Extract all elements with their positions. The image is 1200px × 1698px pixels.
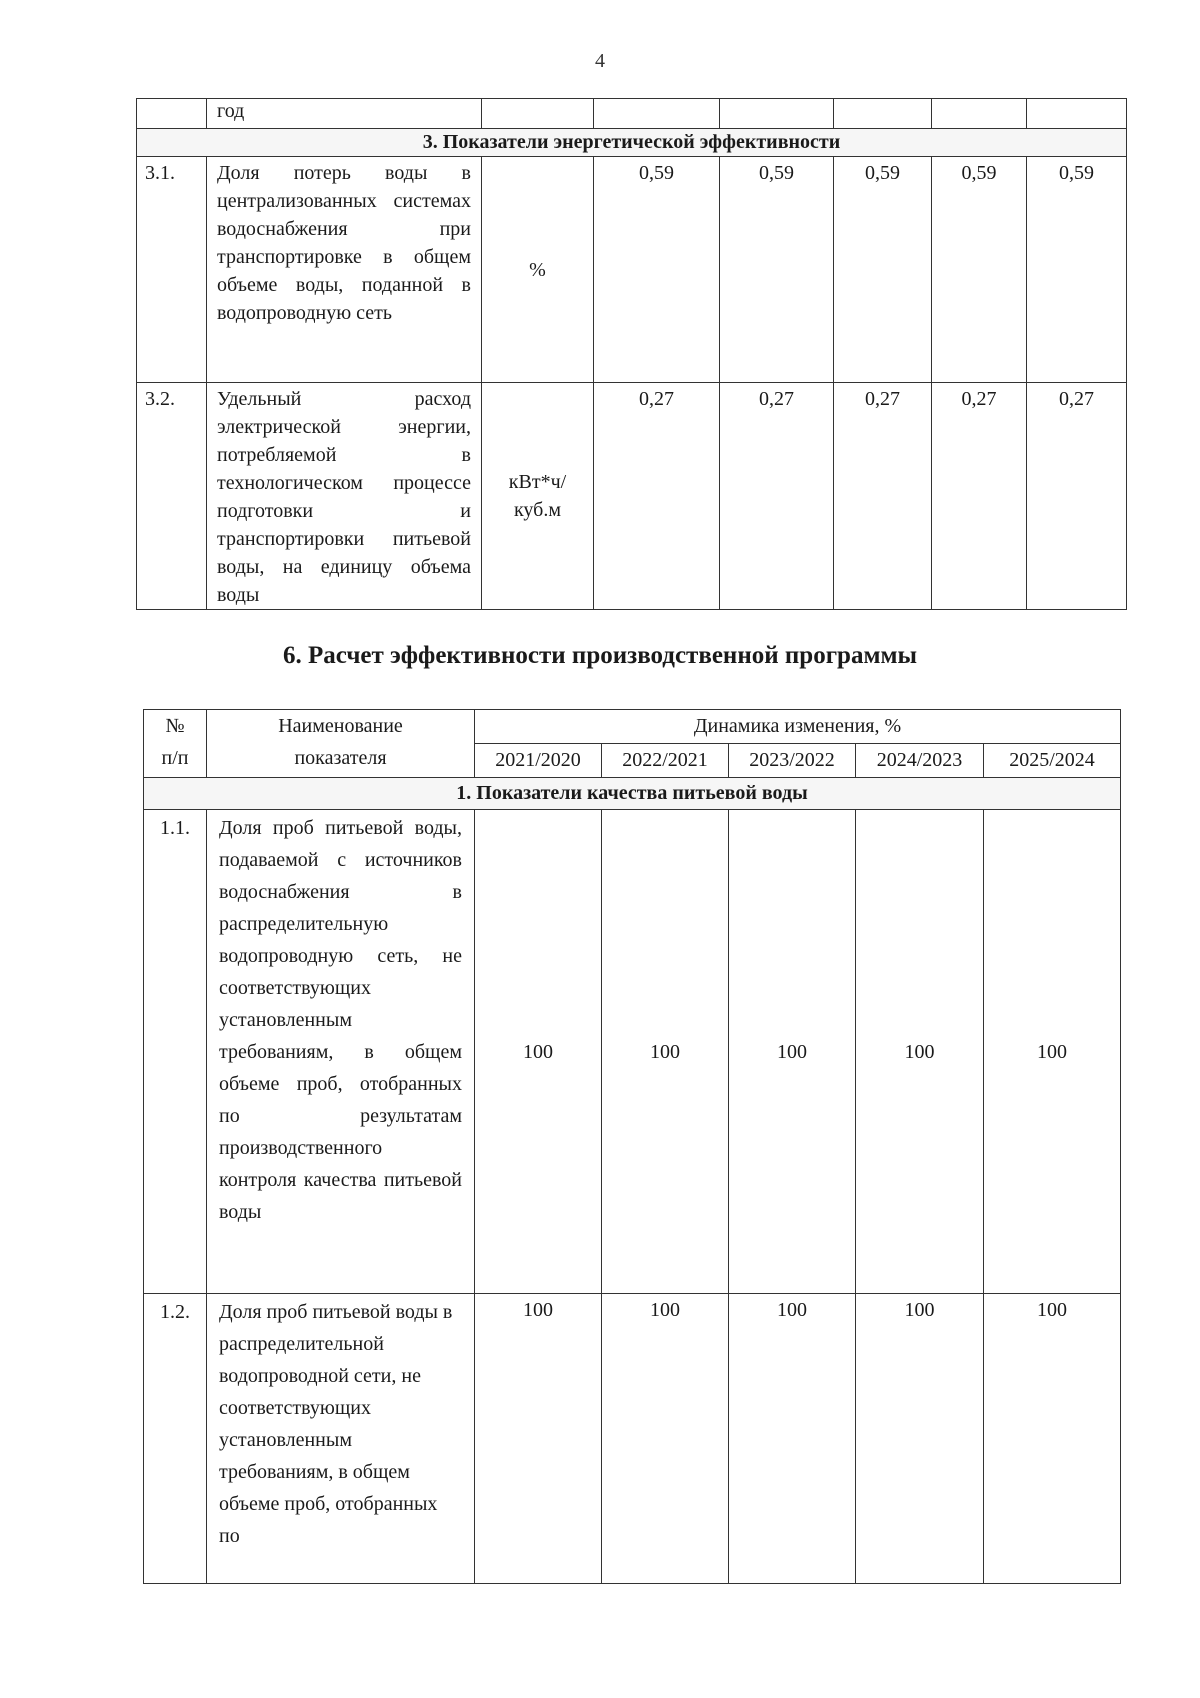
row-number: 1.1.: [144, 810, 207, 1294]
column-header-year: 2025/2024: [984, 744, 1121, 778]
carry-over-row: [137, 99, 1127, 129]
section-row: [144, 778, 1121, 810]
column-header-year: 2024/2023: [856, 744, 984, 778]
header-row: [144, 710, 1121, 744]
table-row: [144, 1294, 1121, 1584]
section-heading: 6. Расчет эффективности производственной программы: [282, 642, 918, 669]
indicator-name: Доля потерь воды в централизованных системах водоснабжения при транспортировке в общем объеме воды, поданной в водопроводную сеть: [207, 157, 482, 383]
value-cell: 100: [856, 1294, 984, 1584]
column-header-year: 2023/2022: [729, 744, 856, 778]
value-cell: 0,27: [594, 383, 720, 610]
column-header-number: № п/п: [144, 710, 207, 778]
value-cell: 100: [984, 810, 1121, 1294]
value-cell: 100: [475, 810, 602, 1294]
carry-over-cell: год: [207, 99, 482, 129]
value-cell: 0,59: [1027, 157, 1127, 383]
value-cell: 100: [475, 1294, 602, 1584]
unit-cell: кВт*ч/ куб.м: [482, 383, 594, 610]
row-number: 3.1.: [137, 157, 207, 383]
efficiency-dynamics-table: [143, 709, 1121, 1584]
value-cell: 0,27: [720, 383, 834, 610]
value-cell: 0,27: [932, 383, 1027, 610]
value-cell: 100: [602, 810, 729, 1294]
indicator-name: Доля проб питьевой воды, подаваемой с источников водоснабжения в распределительную водопроводную сеть, не соответствующих установленным требованиям, в общем объеме проб, отобранных по результатам производственного контроля качества питьевой воды: [207, 810, 475, 1294]
value-cell: 0,27: [1027, 383, 1127, 610]
column-header-dynamics: Динамика изменения, %: [475, 710, 1121, 744]
indicator-name: Удельный расход электрической энергии, потребляемой в технологическом процессе подготовки и транспортировки питьевой воды, на единицу объема воды: [207, 383, 482, 610]
indicator-name: Доля проб питьевой воды в распределительной водопроводной сети, не соответствующих установленным требованиям, в общем объеме проб, отобранных по: [207, 1294, 475, 1584]
table-row: [137, 157, 1127, 383]
row-number: 1.2.: [144, 1294, 207, 1584]
value-cell: 100: [602, 1294, 729, 1584]
value-cell: 100: [729, 1294, 856, 1584]
value-cell: 0,59: [932, 157, 1027, 383]
energy-efficiency-table: [136, 98, 1127, 610]
section-title: 3. Показатели энергетической эффективности: [137, 129, 1127, 157]
unit-cell: %: [482, 157, 594, 383]
table-row: [137, 383, 1127, 610]
page-number: 4: [595, 50, 605, 72]
value-cell: 100: [984, 1294, 1121, 1584]
row-number: 3.2.: [137, 383, 207, 610]
value-cell: 0,59: [594, 157, 720, 383]
value-cell: 100: [856, 810, 984, 1294]
column-header-name: Наименование показателя: [207, 710, 475, 778]
column-header-year: 2021/2020: [475, 744, 602, 778]
value-cell: 0,27: [834, 383, 932, 610]
section-row: [137, 129, 1127, 157]
value-cell: 0,59: [720, 157, 834, 383]
table-row: [144, 810, 1121, 1294]
column-header-year: 2022/2021: [602, 744, 729, 778]
value-cell: 0,59: [834, 157, 932, 383]
value-cell: 100: [729, 810, 856, 1294]
section-title: 1. Показатели качества питьевой воды: [144, 778, 1121, 810]
